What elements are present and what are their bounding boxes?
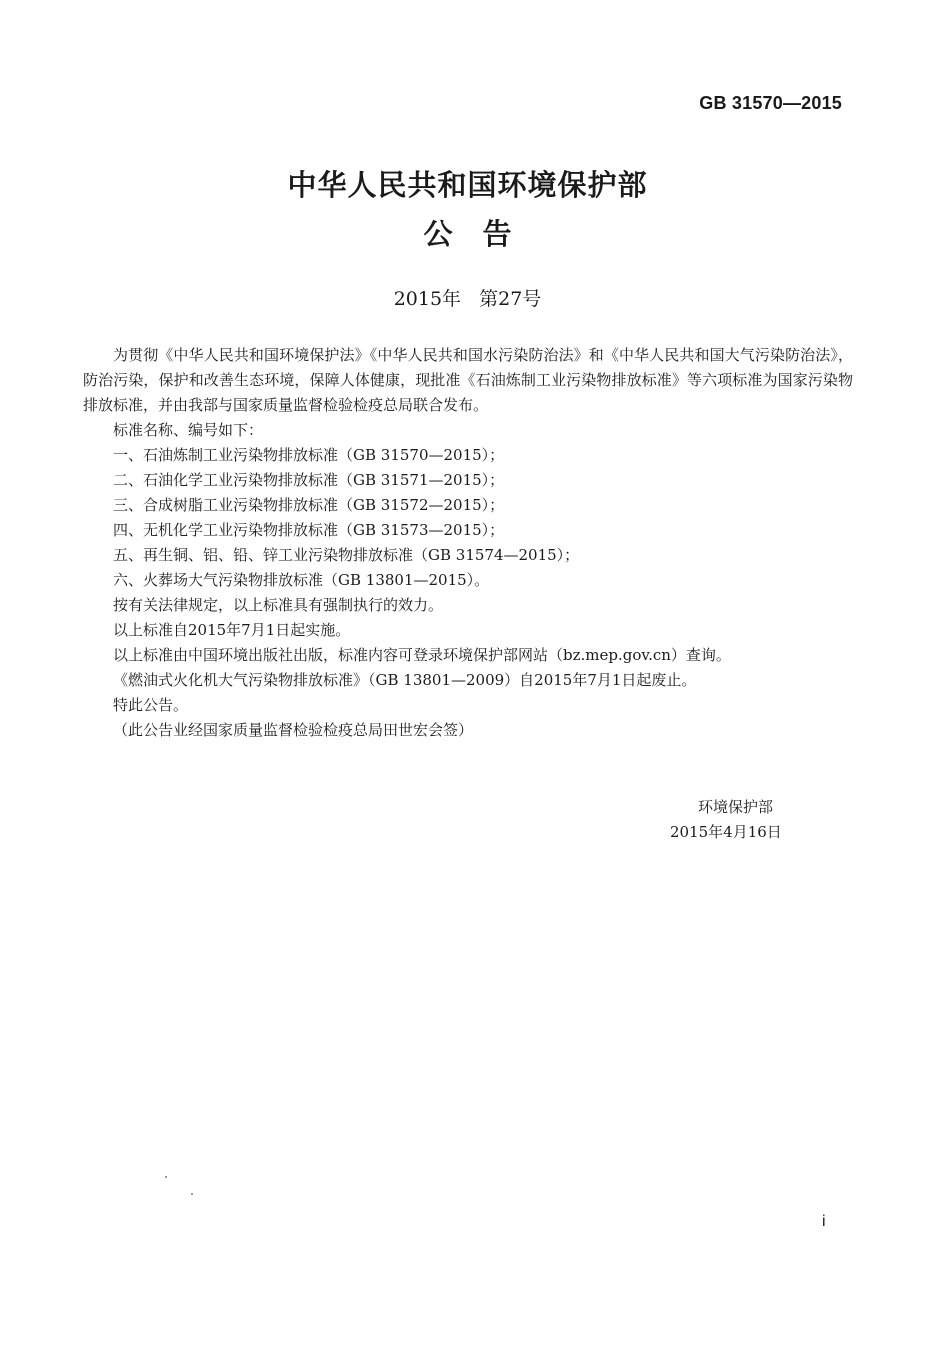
- announcement-body: [83, 343, 853, 743]
- standard-item: 四、无机化学工业污染物排放标准（GB 31573—2015）；: [113, 521, 505, 539]
- standard-item: 三、合成树脂工业污染物排放标准（GB 31572—2015）；: [113, 496, 505, 514]
- standard-code: GB 31570—2015: [699, 93, 842, 113]
- issue-no: 第27号: [479, 288, 542, 310]
- standard-item: 一、石油炼制工业污染物排放标准（GB 31570—2015）；: [113, 446, 505, 464]
- signature-date: 2015年4月16日: [670, 823, 782, 841]
- standard-item: 二、石油化学工业污染物排放标准（GB 31571—2015）；: [113, 471, 505, 489]
- document-subtitle: 公告: [423, 217, 542, 251]
- scan-speck: [165, 1176, 167, 1178]
- note-line: 按有关法律规定，以上标准具有强制执行的效力。: [113, 596, 444, 614]
- standard-item: 五、再生铜、铝、铅、锌工业污染物排放标准（GB 31574—2015）；: [113, 546, 580, 564]
- list-heading: 标准名称、编号如下：: [113, 421, 264, 439]
- note-line: 以上标准自2015年7月1日起实施。: [113, 621, 351, 639]
- note-line: 以上标准由中国环境出版社出版，标准内容可登录环境保护部网站（bz.mep.gov.cn）查询。: [113, 646, 731, 664]
- issue-year: 2015年: [393, 288, 462, 310]
- issue-number: [0, 284, 935, 311]
- scan-speck: [191, 1193, 193, 1195]
- standard-item: 六、火葬场大气污染物排放标准（GB 13801—2015）。: [113, 571, 490, 589]
- intro-paragraph: 为贯彻《中华人民共和国环境保护法》《中华人民共和国水污染防治法》和《中华人民共和国大气污染防治法》，防治污染，保护和改善生态环境，保障人体健康，现批准《石油炼制工业污染物排放标准》等六项标准为国家污染物排放标准，并由我部与国家质量监督检验检疫总局联合发布。: [83, 346, 853, 414]
- signature-organization: 环境保护部: [698, 798, 774, 816]
- page-number: i: [822, 1213, 826, 1230]
- note-line: 《燃油式火化机大气污染物排放标准》（GB 13801—2009）自2015年7月1日起废止。: [113, 671, 697, 689]
- note-line: 特此公告。: [113, 696, 189, 714]
- document-title: 中华人民共和国环境保护部: [287, 168, 648, 202]
- note-line: （此公告业经国家质量监督检验检疫总局田世宏会签）: [113, 721, 474, 739]
- signature-block: [670, 795, 820, 845]
